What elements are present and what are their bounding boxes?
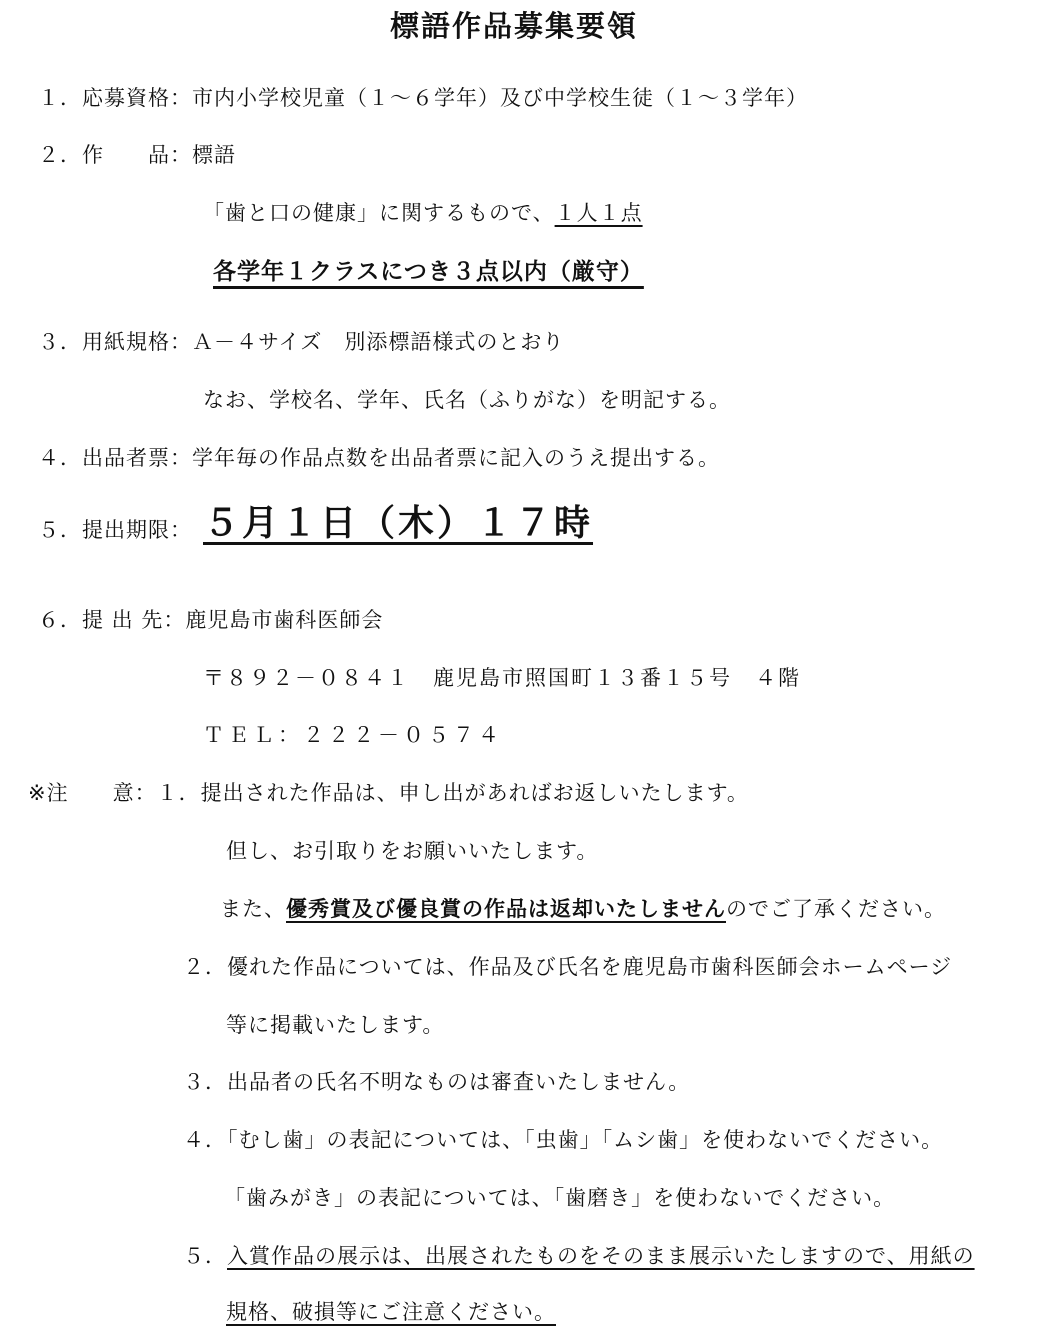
note-number: ２． [183,955,227,979]
item-number: ４． [38,446,82,470]
item-number: ６． [38,608,82,632]
note-text: のでご了承ください。 [726,897,946,921]
note-number: ３． [183,1070,227,1094]
note-1-line-2: 但し、お引取りをお願いいたします。 [226,839,599,863]
item-deadline [38,516,192,544]
item-work-detail [203,199,643,227]
notes-header [28,779,749,807]
item-text: 標語 [192,143,236,167]
item-paper [38,328,564,356]
note-text: 入賞作品の展示は、出展されたものをそのまま展示いたしますので、用紙の [227,1244,975,1268]
no-return-notice: 優秀賞及び優良賞の作品は返却いたしません [286,897,726,921]
note-text: 提出された作品は、申し出があればお返しいたします。 [200,781,749,805]
item-label: 用紙規格： [82,330,192,354]
destination-address: 〒８９２－０８４１ 鹿児島市照国町１３番１５号 ４階 [203,666,801,690]
note-text: 出品者の氏名不明なものは審査いたしません。 [227,1070,691,1094]
item-work [38,141,236,169]
note-2-line-2: 等に掲載いたします。 [226,1013,445,1037]
item-label: 作 品： [82,143,192,167]
item-label: 応募資格： [82,86,192,110]
item-paper-note: なお、学校名、学年、氏名（ふりがな）を明記する。 [203,388,731,412]
item-entry-form [38,444,720,472]
note-5-line-2: 規格、破損等にご注意ください。 [226,1300,556,1324]
item-label: 提出期限： [82,518,192,542]
destination-tel: ＴＥＬ：２２２－０５７４ [203,723,503,747]
note-number: ４． [183,1128,227,1152]
submission-limit: 各学年１クラスにつき３点以内（厳守） [213,259,644,285]
item-text: 「歯と口の健康」に関するもので、 [203,201,555,225]
item-text: 鹿児島市歯科医師会 [185,608,384,632]
note-5 [183,1242,975,1270]
deadline-value: ５月１日（木）１７時 [203,503,594,544]
item-text: 市内小学校児童（１～６学年）及び中学校生徒（１～３学年） [192,86,808,110]
notes-label: ※注 意： [28,781,157,805]
item-label: 出品者票： [82,446,192,470]
note-number: ５． [183,1244,227,1268]
item-number: １． [38,86,82,110]
item-eligibility [38,84,808,112]
item-number: ３． [38,330,82,354]
note-text: 優れた作品については、作品及び氏名を鹿児島市歯科医師会ホームページ [227,955,953,979]
note-3 [183,1068,690,1096]
note-text: 「むし歯」の表記については、「虫歯」「ムシ歯」を使わないでください。 [227,1128,944,1152]
item-label: 提 出 先： [82,608,186,632]
note-4 [183,1126,943,1154]
item-destination [38,606,383,634]
note-1-line-3 [220,895,946,923]
item-text: Ａ－４サイズ 別添標語様式のとおり [192,330,565,354]
document-title: 標語作品募集要領 [390,9,639,43]
note-number: １． [156,781,201,805]
note-4-line-2: 「歯みがき」の表記については、「歯磨き」を使わないでください。 [224,1186,896,1210]
item-number: ５． [38,518,82,542]
item-text: 学年毎の作品点数を出品者票に記入のうえ提出する。 [192,446,720,470]
item-number: ２． [38,143,82,167]
note-text: また、 [220,897,286,921]
one-per-person: １人１点 [554,201,643,225]
note-2 [183,953,952,981]
